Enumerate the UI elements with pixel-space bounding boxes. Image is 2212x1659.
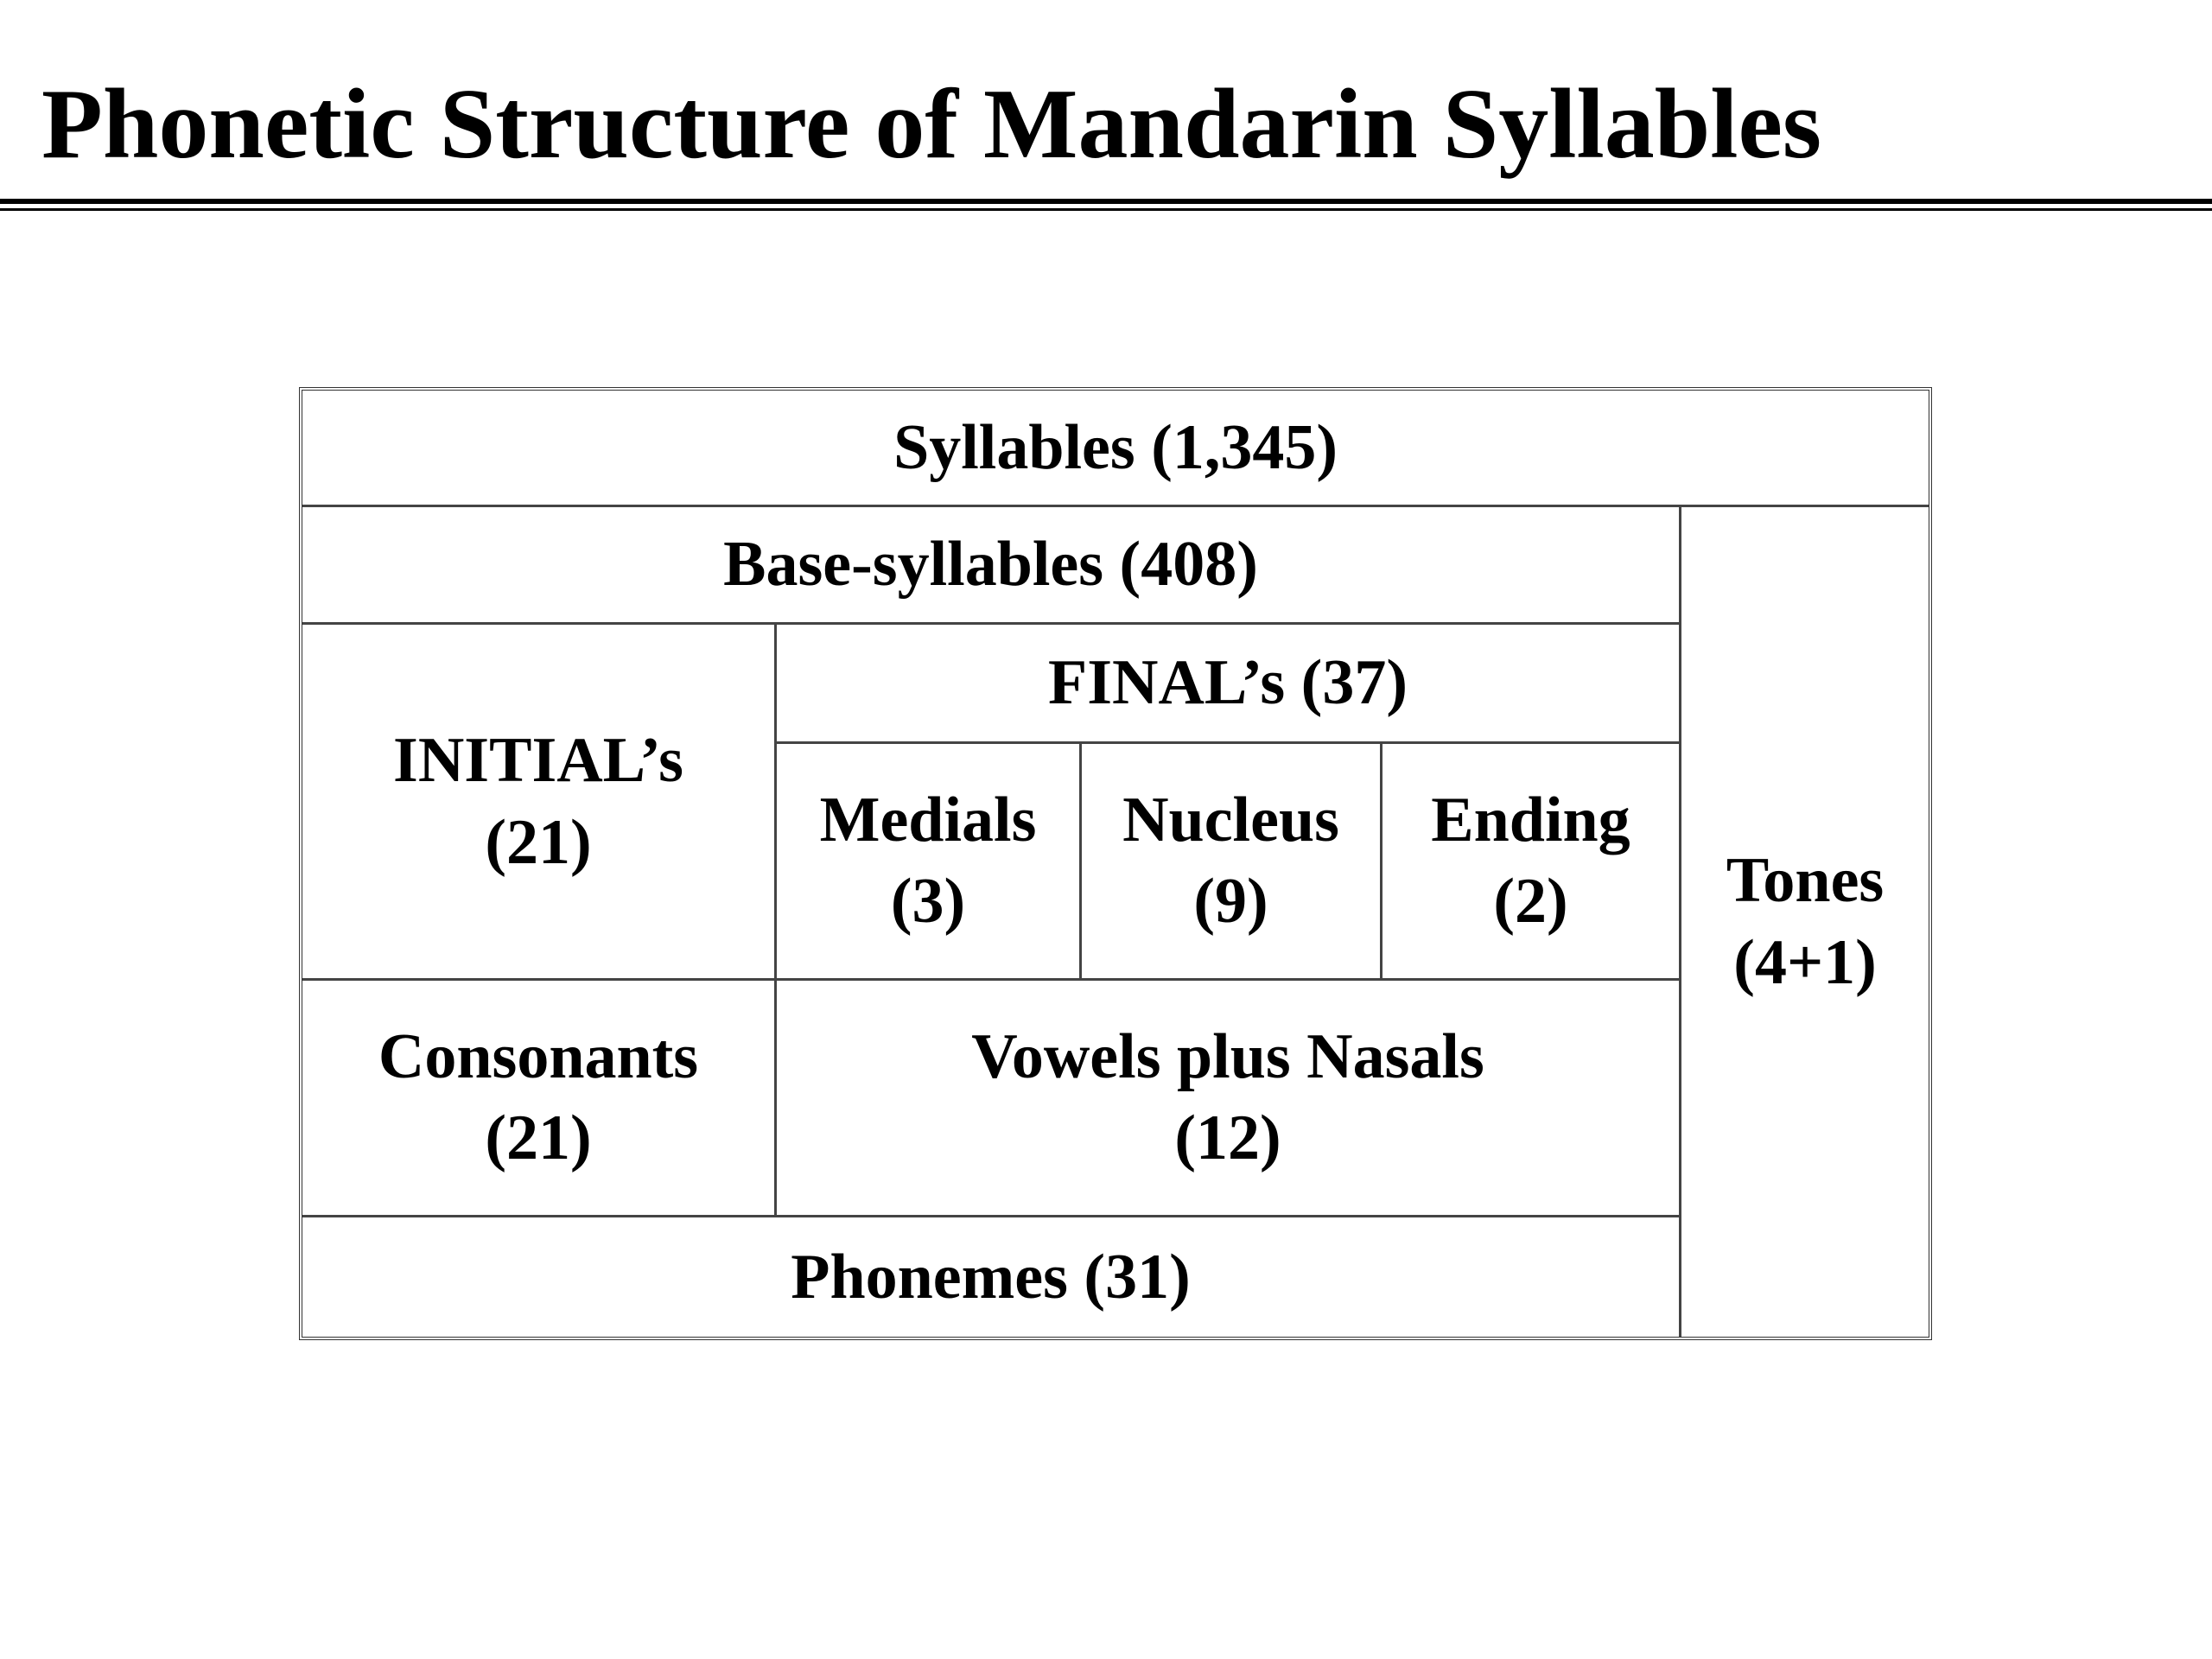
finals-cell xyxy=(777,625,1681,744)
initials-cell xyxy=(302,625,777,980)
nucleus-count: (9) xyxy=(1193,866,1268,938)
syllables-cell xyxy=(302,391,1929,507)
vowels-nasals-cell xyxy=(777,981,1681,1218)
consonants-label: Consonants xyxy=(378,1020,699,1092)
syllable-structure-table xyxy=(299,387,1932,1340)
medials-cell xyxy=(777,744,1082,980)
medials-label: Medials xyxy=(819,784,1037,855)
syllables-label: Syllables (1,345) xyxy=(893,411,1338,483)
phonemes-label: Phonemes (31) xyxy=(791,1241,1191,1313)
ending-label: Ending xyxy=(1431,784,1630,855)
vowels-nasals-label: Vowels plus Nasals xyxy=(971,1020,1484,1092)
base-syllables-cell xyxy=(302,507,1681,626)
initials-label: INITIAL’s xyxy=(393,724,683,796)
tones-cell xyxy=(1681,507,1929,1337)
consonants-cell xyxy=(302,981,777,1218)
tones-label: Tones xyxy=(1726,845,1885,917)
nucleus-cell xyxy=(1082,744,1382,980)
ending-cell xyxy=(1382,744,1681,980)
vowels-nasals-count: (12) xyxy=(1174,1103,1281,1174)
medials-count: (3) xyxy=(890,866,966,938)
tones-count: (4+1) xyxy=(1733,926,1877,998)
ending-count: (2) xyxy=(1493,866,1568,938)
base-syllables-label: Base-syllables (408) xyxy=(723,529,1258,601)
consonants-count: (21) xyxy=(485,1103,592,1174)
title-divider xyxy=(0,199,2212,211)
phonemes-cell xyxy=(302,1217,1681,1337)
finals-label: FINAL’s (37) xyxy=(1048,647,1408,719)
slide-title: Phonetic Structure of Mandarin Syllables xyxy=(41,69,1822,180)
nucleus-label: Nucleus xyxy=(1122,784,1339,855)
initials-count: (21) xyxy=(485,806,592,878)
